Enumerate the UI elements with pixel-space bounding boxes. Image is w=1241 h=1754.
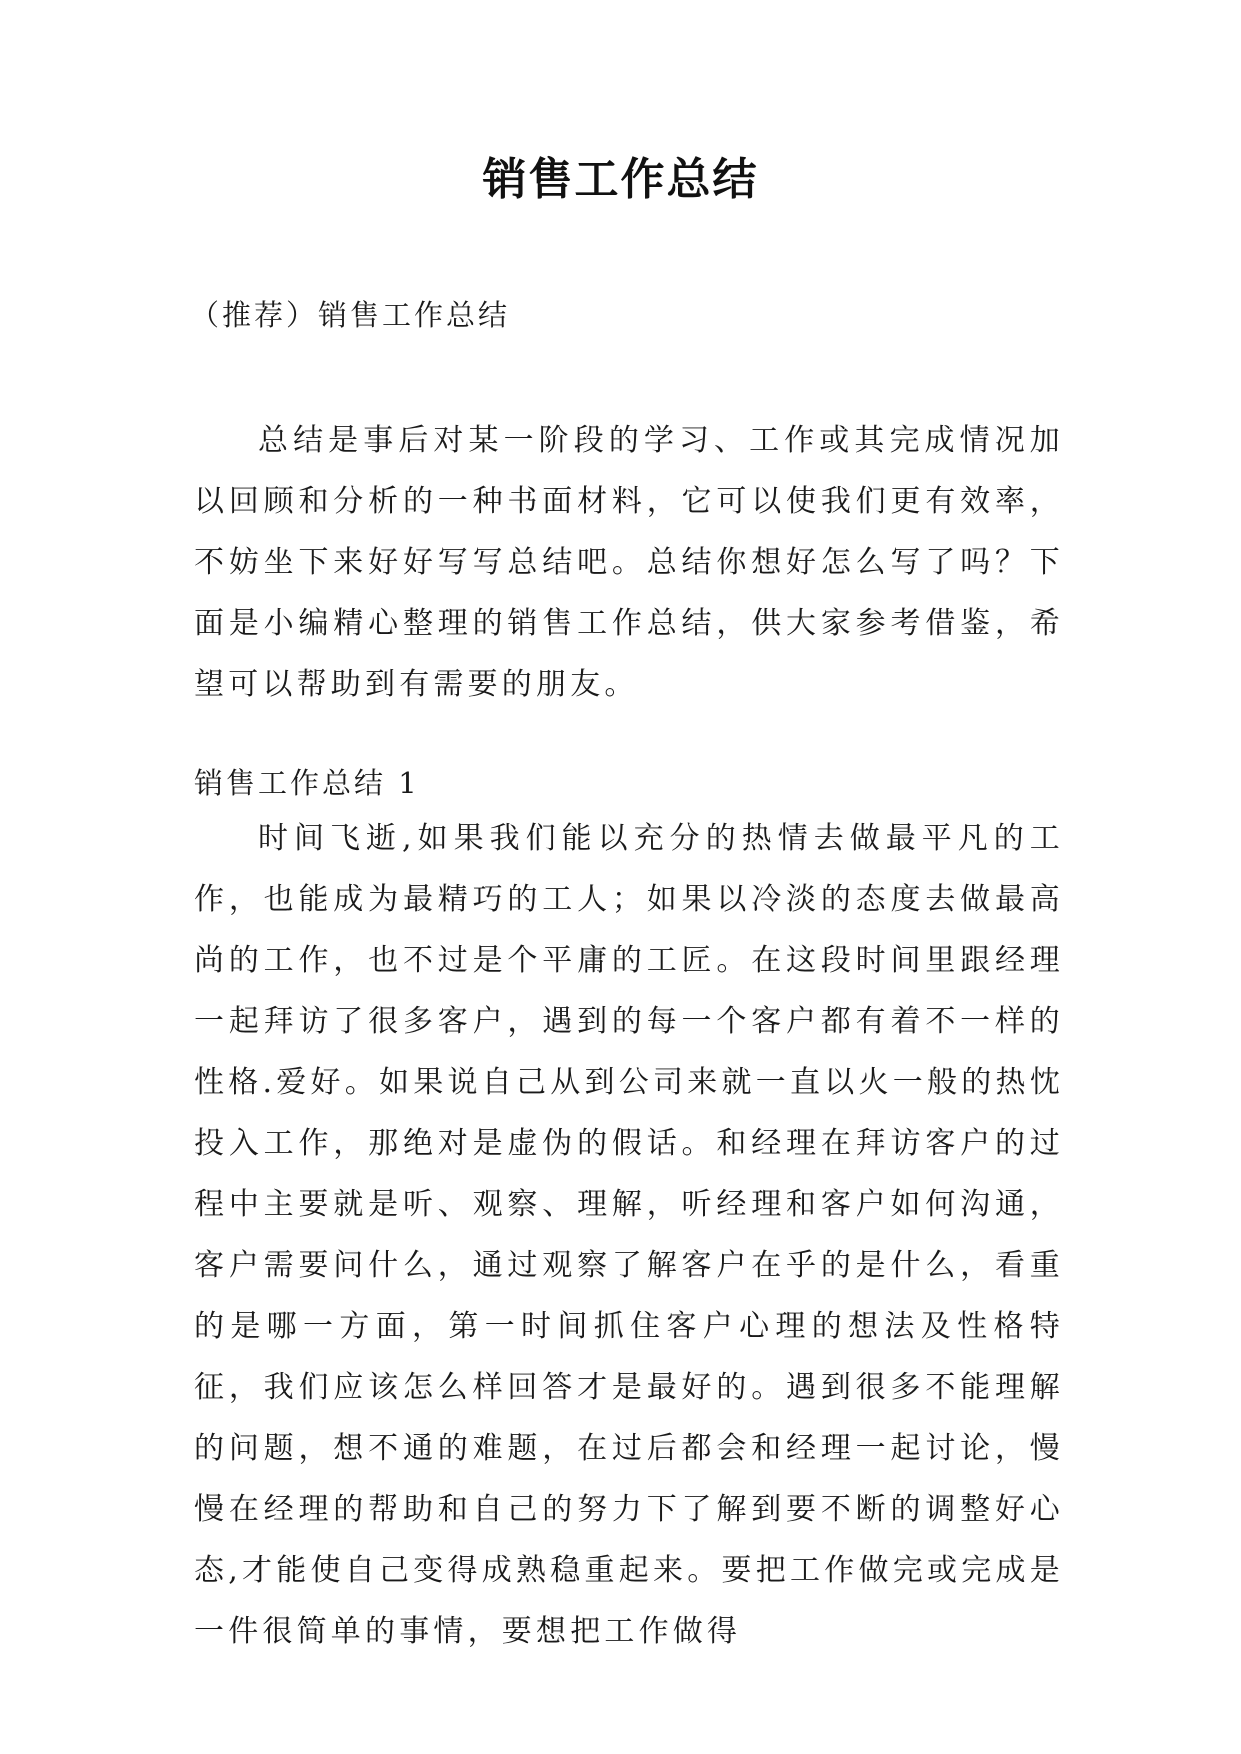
section-body-paragraph: 时间飞逝,如果我们能以充分的热情去做最平凡的工作，也能成为最精巧的工人；如果以冷淡的态度去做最高尚的工作，也不过是个平庸的工匠。在这段时间里跟经理一起拜访了很多客户，遇到的每一个客户都有着不一样的性格.爱好。如果说自己从到公司来就一直以火一般的热忱投入工作，那绝对是虚伪的假话。和经理在拜访客户的过程中主要就是听、观察、理解，听经理和客户如何沟通，客户需要问什么，通过观察了解客户在乎的是什么，看重的是哪一方面，第一时间抓住客户心理的想法及性格特征，我们应该怎么样回答才是最好的。遇到很多不能理解的问题，想不通的难题，在过后都会和经理一起讨论，慢慢在经理的帮助和自己的努力下了解到要不断的调整好心态,才能使自己变得成熟稳重起来。要把工作做完或完成是一件很简单的事情，要想把工作做得 [194,821,1064,1649]
document-subtitle: （推荐）销售工作总结 [190,298,511,332]
section-heading: 销售工作总结 1 [194,766,420,800]
document-title: 销售工作总结 [482,154,759,205]
intro-paragraph: 总结是事后对某一阶段的学习、工作或其完成情况加以回顾和分析的一种书面材料，它可以使我们更有效率，不妨坐下来好好写写总结吧。总结你想好怎么写了吗？下面是小编精心整理的销售工作总结，供大家参考借鉴，希望可以帮助到有需要的朋友。 [194,423,1064,702]
